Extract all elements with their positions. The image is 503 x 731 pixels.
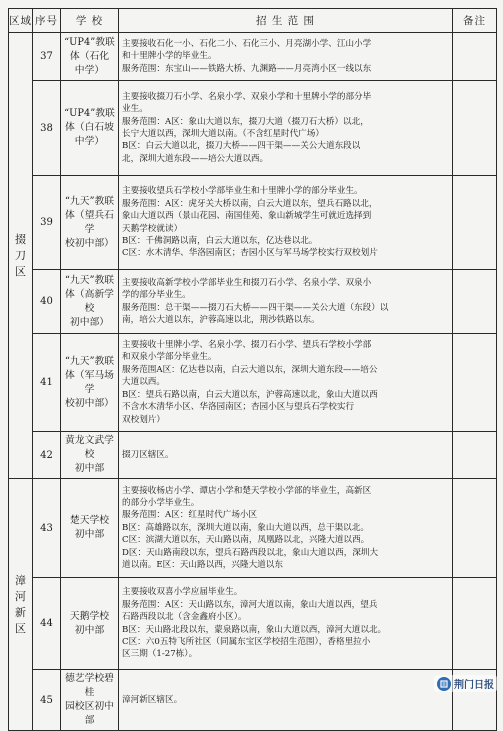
enrollment-range: 掇刀区辖区。 xyxy=(119,432,453,479)
note-cell xyxy=(453,479,497,578)
enrollment-range: 主要接收杨店小学、谭店小学和楚天学校小学部的毕业生，高新区 的部分小学毕业生。 服务范围：A区：红星时代广场小区 B区：高雄路以东，深圳大道以南，象山大道以西，总干渠以北。 C区：滨湖大道以东，天山路以南，凤凰路以北，兴隆大道以西。 D区：天山路南段以东，望兵石路西段以北，象山大道以西，深圳大 道以南。E区：天山路以西，兴隆大道以东 xyxy=(119,479,453,578)
table-row xyxy=(9,176,497,270)
row-number: 40 xyxy=(33,270,61,334)
school-name: 楚天学校 初中部 xyxy=(61,479,119,578)
district-cell: 掇 刀 区 xyxy=(9,33,33,479)
table-row xyxy=(9,33,497,81)
header-no: 序号 xyxy=(33,9,61,33)
school-name: “九天”教联 体（军马场学 校初中部） xyxy=(61,334,119,432)
row-number: 37 xyxy=(33,33,61,81)
row-number: 39 xyxy=(33,176,61,270)
header-district: 区域 xyxy=(9,9,33,33)
header-row xyxy=(9,9,497,33)
school-name: 德艺学校碧桂 园校区初中部 xyxy=(61,670,119,731)
row-number: 44 xyxy=(33,578,61,670)
row-number: 45 xyxy=(33,670,61,731)
header-note: 备注 xyxy=(453,9,497,33)
enrollment-range: 主要接收石化一小、石化二小、石化三小、月亮湖小学、江山小学 和十里牌小学的毕业生。 服务范围：东宝山——铁路大桥、九渊路——月亮湾小区一线以东 xyxy=(119,33,453,81)
note-cell xyxy=(453,578,497,670)
header-range: 招 生 范 围 xyxy=(119,9,453,33)
table-row xyxy=(9,81,497,176)
enrollment-range: 漳河新区辖区。 xyxy=(119,670,453,731)
enrollment-range: 主要接收双喜小学应届毕业生。 服务范围：A区：天山路以东，漳河大道以南，象山大道以西，望兵 石路西段以北（含金鑫府小区）。 B区：天山路北段以东，蒙泉路以南，象山大道以西，漳河大道以北。 C区：六0五特飞所社区（同属东宝区学校招生范围），香格里拉小 区三期（1-27栋）。 xyxy=(119,578,453,670)
school-name: “九天”教联 体（望兵石学 校初中部） xyxy=(61,176,119,270)
school-name: “UP4”教联 体（白石坡 中学） xyxy=(61,81,119,176)
row-number: 41 xyxy=(33,334,61,432)
table-row xyxy=(9,479,497,578)
school-name: 黄龙文武学校 初中部 xyxy=(61,432,119,479)
note-cell xyxy=(453,33,497,81)
district-cell: 漳 河 新 区 xyxy=(9,479,33,731)
table-row xyxy=(9,270,497,334)
watermark xyxy=(434,675,497,692)
table-row xyxy=(9,578,497,670)
school-name: “UP4”教联 体（石化 中学） xyxy=(61,33,119,81)
enrollment-range: 主要接收掇刀石小学、名泉小学、双泉小学和十里牌小学的部分毕 业生。 服务范围：A区：象山大道以东，掇刀大道（掇刀石大桥）以北， 长宁大道以西，深圳大道以南。（不含红星时代广场） B区：白云大道以北，掇刀大桥——四干渠——关公大道东段以 北，深圳大道东段——培公大道以西。 xyxy=(119,81,453,176)
table-row xyxy=(9,334,497,432)
note-cell xyxy=(453,176,497,270)
table-row xyxy=(9,670,497,731)
note-cell xyxy=(453,334,497,432)
news-app-icon xyxy=(437,677,451,691)
row-number: 38 xyxy=(33,81,61,176)
note-cell xyxy=(453,432,497,479)
note-cell xyxy=(453,81,497,176)
row-number: 43 xyxy=(33,479,61,578)
note-cell xyxy=(453,270,497,334)
watermark-text: 荆门日报 xyxy=(454,680,494,691)
row-number: 42 xyxy=(33,432,61,479)
school-name: 天鹅学校 初中部 xyxy=(61,578,119,670)
enrollment-range: 主要接收望兵石学校小学部毕业生和十里牌小学的部分毕业生。 服务范围：A区：虎牙关大桥以南，白云大道以东，望兵石路以北， 象山大道以西（景山花园、南国佳苑、象山新城学生可就近选择到 天鹅学校就读） B区：千佛洞路以南，白云大道以东，亿达巷以北。 C区：水木清华、华洛园南区；杏园小区与军马场学校实行双校划片 xyxy=(119,176,453,270)
enrollment-range: 主要接收十里牌小学、名泉小学、掇刀石小学、望兵石学校小学部 和双泉小学部分毕业生。 服务范围A区：亿达巷以南，白云大道以东，深圳大道东段——培公 大道以西。 B区：望兵石路以南，白云大道以东，沪蓉高速以北，象山大道以西 不含水木清华小区、华洛园南区；杏园小区与望兵石学校实行 双校划片） xyxy=(119,334,453,432)
header-school: 学 校 xyxy=(61,9,119,33)
school-name: “九天”教联 体（高新学校 初中部） xyxy=(61,270,119,334)
enrollment-range: 主要接收高新学校小学部毕业生和掇刀石小学、名泉小学、双泉小 学的部分毕业生。 服务范围：总干渠——掇刀石大桥——四干渠——关公大道（东段）以 南，培公大道以东，沪蓉高速以北，荆沙铁路以东。 xyxy=(119,270,453,334)
enrollment-table xyxy=(8,8,497,731)
table-row xyxy=(9,432,497,479)
